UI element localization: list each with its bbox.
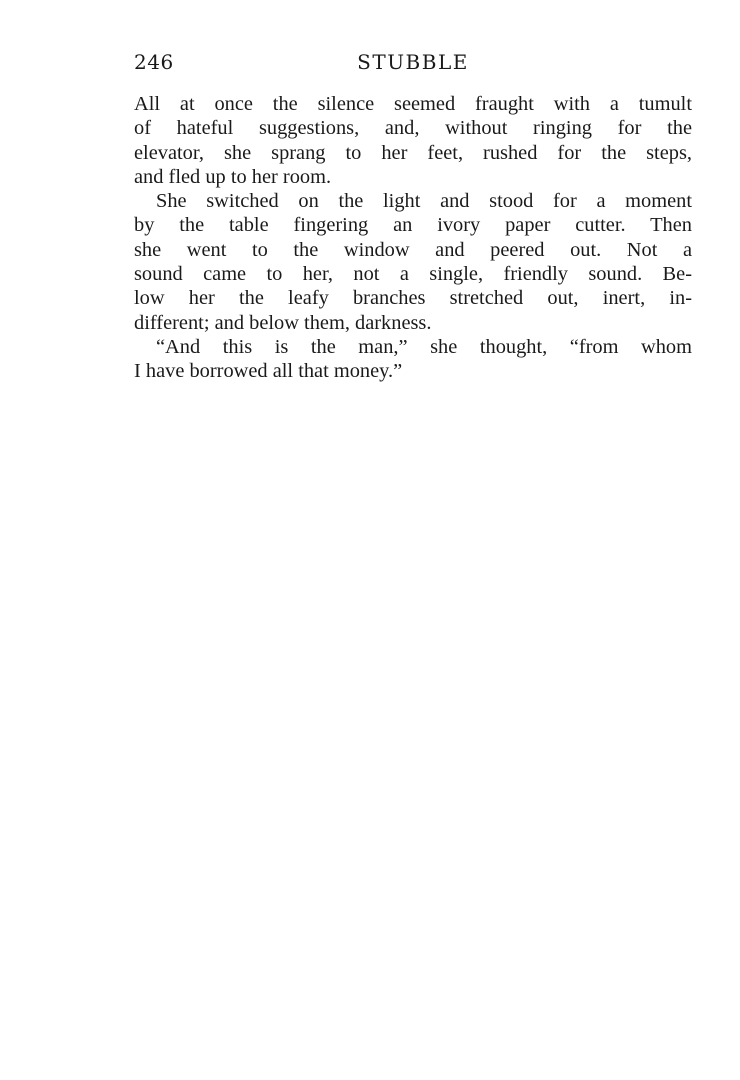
text-line: she went to the window and peered out. Not a bbox=[134, 238, 692, 261]
text-line: and fled up to her room. bbox=[134, 165, 332, 188]
text-line: “And this is the man,” she thought, “from whom bbox=[156, 335, 692, 358]
paragraph-3 bbox=[134, 335, 692, 384]
text-line: different; and below them, darkness. bbox=[134, 311, 432, 334]
text-line: elevator, she sprang to her feet, rushed for the steps, bbox=[134, 141, 692, 164]
text-line: She switched on the light and stood for a moment bbox=[156, 190, 692, 213]
paragraph-2 bbox=[134, 189, 692, 335]
text-line: of hateful suggestions, and, without ringing for the bbox=[134, 117, 692, 140]
text-line: low her the leafy branches stretched out, inert, in- bbox=[134, 287, 692, 310]
text-line: sound came to her, not a single, friendly sound. Be- bbox=[134, 263, 692, 286]
running-title: STUBBLE bbox=[357, 50, 469, 74]
page-number: 246 bbox=[134, 50, 174, 74]
body-text bbox=[134, 92, 692, 384]
paragraph-1 bbox=[134, 92, 692, 189]
text-line: I have borrowed all that money.” bbox=[134, 360, 403, 383]
text-line: by the table fingering an ivory paper cutter. Then bbox=[134, 214, 692, 237]
running-head bbox=[134, 50, 692, 80]
text-line: All at once the silence seemed fraught with a tumult bbox=[134, 93, 692, 115]
